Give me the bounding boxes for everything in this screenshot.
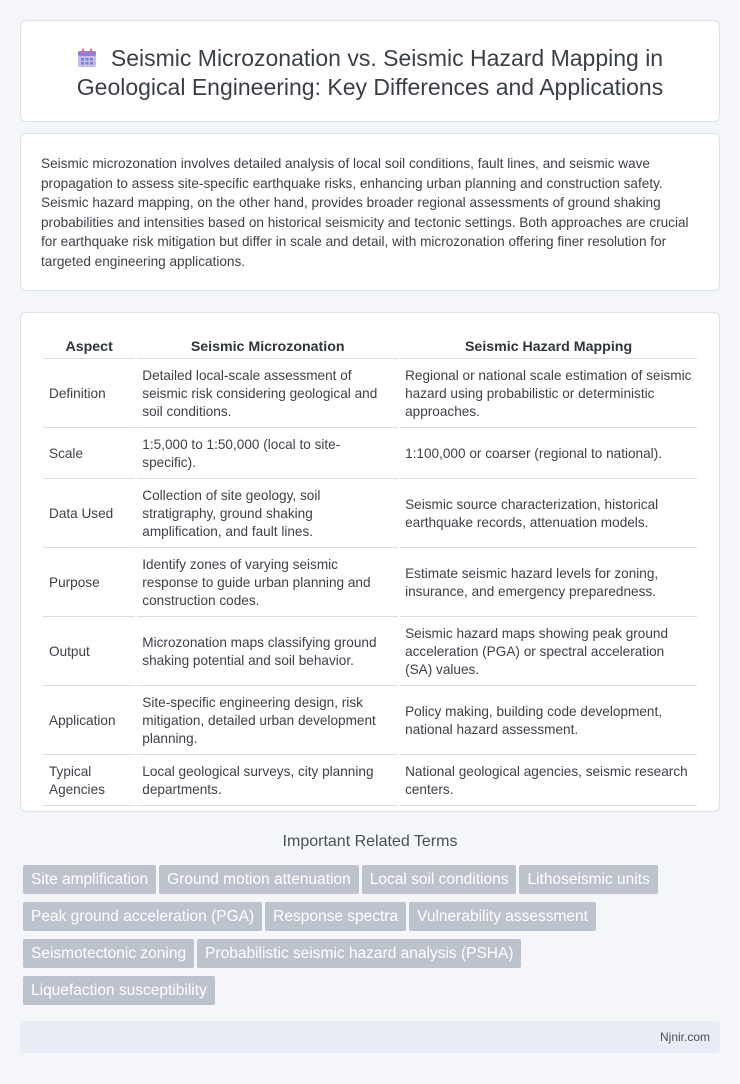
calendar-icon [77,46,97,66]
row-aspect: Scale [43,430,135,479]
row-microzonation: Site-specific engineering design, risk mitigation, detailed urban development planning. [137,688,398,755]
title-card [20,20,720,122]
footer-site-link[interactable]: Njnir.com [659,1030,710,1044]
comparison-card [20,312,720,812]
term-tag[interactable]: Response spectra [265,902,406,931]
table-row [43,361,697,428]
table-row [43,481,697,548]
row-hazard-mapping: 1:100,000 or coarser (regional to national). [400,430,697,479]
intro-card [20,133,720,291]
row-hazard-mapping: Regional or national scale estimation of seismic hazard using probabilistic or deterministic approaches. [400,361,697,428]
row-aspect: Purpose [43,550,135,617]
page-title: Seismic Microzonation vs. Seismic Hazard Mapping in Geological Engineering: Key Differences and Applications [76,45,664,100]
row-hazard-mapping: Policy making, building code development, national hazard assessment. [400,688,697,755]
term-tag[interactable]: Site amplification [23,865,156,894]
table-row [43,430,697,479]
row-microzonation: Local geological surveys, city planning departments. [137,757,398,806]
table-row [43,550,697,617]
comparison-table [41,333,699,808]
header-hazard-mapping: Seismic Hazard Mapping [400,335,697,359]
term-tag[interactable]: Peak ground acceleration (PGA) [23,902,262,931]
intro-paragraph: Seismic microzonation involves detailed analysis of local soil conditions, fault lines, and seismic wave propagation to assess site-specific earthquake risks, enhancing urban planning and construction safety. Seismic hazard mapping, on the other hand, provides broader regional assessments of ground shaking probabilities and intensities based on historical seismicity and tectonic settings. Both approaches are crucial for earthquake risk mitigation but differ in scale and detail, with microzonation offering finer resolution for targeted engineering applications. [41,156,689,269]
row-hazard-mapping: Seismic source characterization, historical earthquake records, attenuation models. [400,481,697,548]
table-row [43,619,697,686]
page-title-wrap [41,44,699,102]
row-hazard-mapping: Estimate seismic hazard levels for zoning, insurance, and emergency preparedness. [400,550,697,617]
table-header-row [43,335,697,359]
header-aspect: Aspect [43,335,135,359]
term-tag[interactable]: Vulnerability assessment [409,902,596,931]
row-microzonation: Identify zones of varying seismic response to guide urban planning and construction codes. [137,550,398,617]
row-microzonation: Collection of site geology, soil stratigraphy, ground shaking amplification, and fault lines. [137,481,398,548]
table-row [43,688,697,755]
term-tag[interactable]: Local soil conditions [362,865,517,894]
related-terms-list [23,865,723,1013]
term-tag[interactable]: Ground motion attenuation [159,865,359,894]
header-microzonation: Seismic Microzonation [137,335,398,359]
row-aspect: Data Used [43,481,135,548]
table-row [43,757,697,806]
row-microzonation: Microzonation maps classifying ground shaking potential and soil behavior. [137,619,398,686]
row-microzonation: 1:5,000 to 1:50,000 (local to site-specific). [137,430,398,479]
term-tag[interactable]: Probabilistic seismic hazard analysis (PSHA) [197,939,521,968]
term-tag[interactable]: Lithoseismic units [519,865,657,894]
term-tag[interactable]: Liquefaction susceptibility [23,976,215,1005]
related-terms-heading: Important Related Terms [282,833,458,850]
row-aspect: Definition [43,361,135,428]
term-tag[interactable]: Seismotectonic zoning [23,939,194,968]
row-aspect: Application [43,688,135,755]
row-hazard-mapping: National geological agencies, seismic research centers. [400,757,697,806]
row-aspect: Output [43,619,135,686]
row-aspect: Typical Agencies [43,757,135,806]
row-hazard-mapping: Seismic hazard maps showing peak ground acceleration (PGA) or spectral acceleration (SA) values. [400,619,697,686]
row-microzonation: Detailed local-scale assessment of seismic risk considering geological and soil conditions. [137,361,398,428]
footer-bar [20,1021,720,1053]
